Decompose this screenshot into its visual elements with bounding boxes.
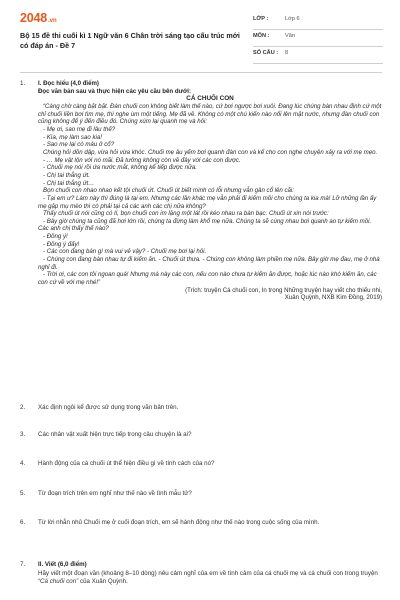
story-paragraph: - Bây giờ chúng ta cũng đã hơi lớn rồi, chúng ta đừng làm khổ mẹ nữa. Chúng ta sẽ cùng nhau bơi quanh ao tự kiếm mồi. Các anh chị thấy thế nào? xyxy=(38,217,372,233)
question-number: 7. xyxy=(20,561,26,568)
story-paragraph: - Chị tai thắng ứt. xyxy=(43,171,90,179)
story-paragraph: - Tại em ư? Làm này thì đúng là tại em. Nhưng các lần khác mẹ vẫn phải đi kiếm mồi cho chúng ta kia mà! Lỡ những lần ấy mẹ gặp mụ mèo thì có phải tại cả các anh các chị nữa không? xyxy=(38,194,377,210)
question-text: Từ đoạn trích trên em nghĩ như thế nào về tình mẫu tử? xyxy=(38,490,192,497)
story-paragraph: Thấy chuối út nói cũng có lí, bọn chuối con im lặng một lát rồi kéo nhau ra bàn bạc. Chuối út xin nói trước: xyxy=(43,210,329,218)
story-paragraph: “Càng chờ càng bặt bặt. Đàn chuối con không biết làm thế nào, cứ bơi ngược bơi xuôi. Đang lúc chúng bàn nhau định cứ một chỉ chuối liền bơi tìm mẹ, thì nghe ùm một tiếng. Mẹ đã về. Không có một chú kiến nào nổi lên mặt nước, nhưng đàn chuối con cũng không để ý đến điều đó. Chúng xúm lại quanh mẹ và hỏi: xyxy=(38,102,382,126)
meta-value: Lớp 6 xyxy=(285,16,300,22)
story-paragraph: - Mẹ ơi, sao mẹ đi lâu thế? xyxy=(43,125,116,133)
meta-row-question-count xyxy=(253,47,383,64)
source-citation: Xuân Quỳnh, NXB Kim Đồng, 2019) xyxy=(284,294,382,302)
story-paragraph: - Kìa, mẹ làm sao kia! xyxy=(43,133,102,141)
question-text: Hành động của cá chuối út thể hiện điều gì về tính cách của nó? xyxy=(38,460,215,467)
story-paragraph: - Chuối mẹ nói rồi ứa nước mắt, không kể tiếp được nữa. xyxy=(43,164,197,172)
question-text: Xác định ngôi kể được sử dụng trong văn bản trên. xyxy=(38,404,179,411)
story-title: CÁ CHUỐI CON xyxy=(186,95,234,103)
logo-main-text: 2048 xyxy=(20,11,48,25)
meta-label: SỐ CÂU : xyxy=(253,50,279,56)
story-reference: “Cá chuối con” xyxy=(38,578,79,585)
question-text: Các nhân vật xuất hiện trực tiếp trong câu chuyện là ai? xyxy=(38,431,192,438)
story-paragraph: Chúng hỏi dồn dập, vừa hỏi vừa khóc. Chuối mẹ âu yếm bơi quanh đàn con và kể cho con nghe chuyện xảy ra với mẹ mẹo. xyxy=(43,148,378,156)
document-title: Bộ 15 đề thi cuối kì 1 Ngữ văn 6 Chân trời sáng tạo cấu trúc mới có đáp án - Đề 7 xyxy=(20,31,240,50)
question-number: 2. xyxy=(20,404,26,411)
story-text xyxy=(38,103,382,287)
source-citation: (Trích: truyện Cá chuối con, In trong Những truyện hay viết cho thiếu nhi, xyxy=(185,286,382,294)
story-paragraph: - Đồng ý! xyxy=(43,233,68,241)
section-heading: II. Viết (6,0 điểm) xyxy=(38,561,87,568)
meta-table xyxy=(253,13,383,64)
logo-sub-text: .vn xyxy=(48,18,57,24)
meta-label: LỚP : xyxy=(253,16,269,22)
question-text: Từ lời nhắn nhủ Chuối mẹ ở cuối đoạn trích, em sẽ hành động như thế nào trong cuộc sống của mình. xyxy=(38,519,320,526)
story-paragraph: - Các con đang bàn gì mà vui vẻ vậy? - Chuối mẹ bơi lại hỏi. xyxy=(43,248,207,256)
question-7-block xyxy=(38,561,382,587)
meta-value: Văn xyxy=(285,33,295,39)
story-paragraph: - Đồng ý đấy! xyxy=(43,240,80,248)
meta-value: 8 xyxy=(285,50,289,56)
story-paragraph: - Chúng con đang bàn nhau tự đi kiếm ăn. - Chuối út thưa. - Chúng con không làm phiền mẹ nữa. Bây giờ mẹ đau, mẹ ở nhà nghỉ đi. xyxy=(38,256,380,271)
question-1-block xyxy=(38,80,382,302)
story-paragraph: - Sao mẹ lại có máu ở cổ? xyxy=(43,141,115,149)
meta-row-class xyxy=(253,13,383,30)
section-heading: I. Đọc hiểu (4,0 điểm) xyxy=(38,80,99,87)
story-paragraph: - Chị tai thắng ứt… xyxy=(43,179,95,187)
site-logo[interactable] xyxy=(20,11,57,25)
question-number: 3. xyxy=(20,431,26,438)
question-number: 1. xyxy=(20,80,26,87)
header-divider xyxy=(20,72,382,73)
question-text xyxy=(38,570,382,587)
question-number: 5. xyxy=(20,490,26,497)
story-paragraph: - … Mẹ vật lộn với nó mãi. Đã tưởng không còn về đây với các con được. xyxy=(43,156,241,164)
reading-instruction: Đọc văn bản sau và thực hiện các yêu cầu bên dưới: xyxy=(38,87,192,95)
question-text-part: Hãy viết một đoạn văn (khoảng 8–10 dòng) nêu cảm nghĩ của em về tình cảm của cá chuối mẹ và cá chuối con trong truyện xyxy=(38,569,378,577)
question-number: 4. xyxy=(20,460,26,467)
story-paragraph: Bọn chuối con nhao nhao kết tội chuối ứt. Chuối út biết mình có lỗi nhưng vẫn gân cổ lên cãi: xyxy=(43,187,294,195)
meta-label: MÔN : xyxy=(253,33,270,39)
question-text-part: của Xuân Quỳnh. xyxy=(78,578,128,585)
question-number: 6. xyxy=(20,519,26,526)
story-paragraph: - Trời ơi, các con tôi ngoan quá! Nhưng mà này các con, nếu con nào chưa tự kiếm ăn được, hoặc lúc nào khó kiếm ăn, các con cứ về với mẹ nhé!” xyxy=(38,271,377,287)
meta-row-subject xyxy=(253,30,383,47)
